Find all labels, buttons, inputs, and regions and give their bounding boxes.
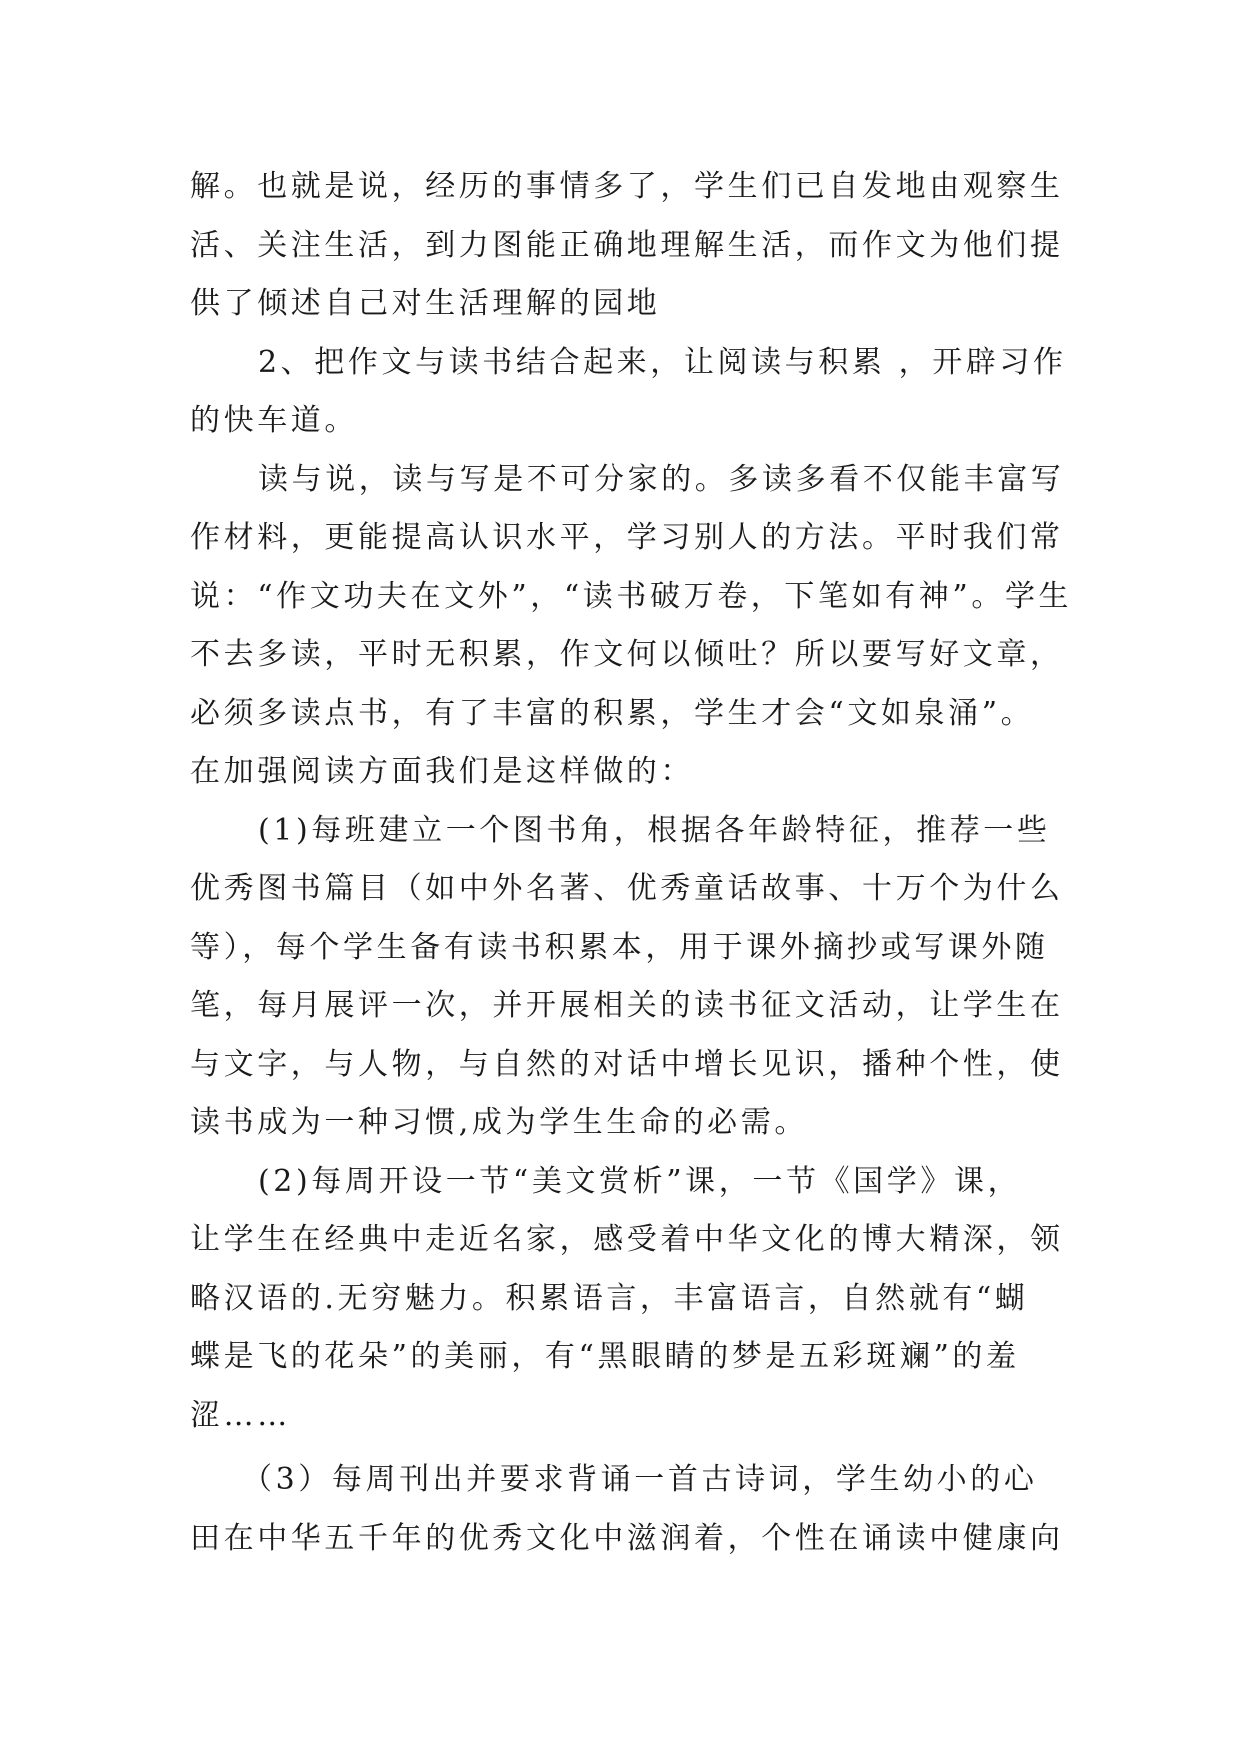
text-line: 笔，每月展评一次，并开展相关的读书征文活动，让学生在 xyxy=(190,988,1064,1023)
text-line: 解。也就是说，经历的事情多了，学生们已自发地由观察生 xyxy=(190,169,1064,204)
text-line: 活、关注生活，到力图能正确地理解生活，而作文为他们提 xyxy=(190,227,1064,263)
text-line: 在加强阅读方面我们是这样做的： xyxy=(190,754,694,789)
heading-combine-reading xyxy=(190,334,1070,451)
text-line: 说：“作文功夫在文外”，“读书破万卷，下笔如有神”。学生 xyxy=(190,578,1073,614)
text-line: 作材料，更能提高认识水平，学习别人的方法。平时我们常 xyxy=(190,520,1064,555)
text-line: 不去多读，平时无积累，作文何以倾吐？所以要写好文章， xyxy=(190,637,1064,672)
text-line: 略汉语的.无穷魅力。积累语言，丰富语言，自然就有“蝴 xyxy=(190,1280,1029,1316)
text-line: 供了倾述自己对生活理解的园地 xyxy=(190,286,661,321)
list-item-2-appreciation-class xyxy=(190,1153,1070,1446)
list-item-1-book-corner xyxy=(190,802,1070,1153)
text-line: 田在中华五千年的优秀文化中滋润着，个性在诵读中健康向 xyxy=(190,1520,1064,1556)
text-line: 与文字，与人物，与自然的对话中增长见识，播种个性，使 xyxy=(190,1046,1064,1082)
text-line: 必须多读点书，有了丰富的积累，学生才会“文如泉涌”。 xyxy=(190,695,1035,731)
text-line: 让学生在经典中走近名家，感受着中华文化的博大精深，领 xyxy=(190,1222,1064,1257)
text-line: （3）每周刊出并要求背诵一首古诗词，学生幼小的心 xyxy=(242,1462,1038,1497)
text-line: 优秀图书篇目（如中外名著、优秀童话故事、十万个为什么 xyxy=(190,871,1064,906)
text-line: 等），每个学生备有读书积累本，用于课外摘抄或写课外随 xyxy=(190,929,1049,965)
text-line: 涩…… xyxy=(190,1397,291,1433)
text-line: 读书成为一种习惯,成为学生生命的必需。 xyxy=(190,1105,808,1140)
text-line: (1)每班建立一个图书角，根据各年龄特征，推荐一些 xyxy=(258,812,1051,848)
text-line: (2)每周开设一节“美文赏析”课，一节《国学》课， xyxy=(258,1163,1022,1199)
text-line: 读与说，读与写是不可分家的。多读多看不仅能丰富写 xyxy=(258,461,1065,497)
body-text xyxy=(190,158,1073,1568)
paragraph-understanding-life xyxy=(190,158,1070,334)
list-item-3-ancient-poems xyxy=(190,1451,1070,1568)
paragraph-reading-writing xyxy=(190,451,1073,802)
text-line: 2、把作文与读书结合起来，让阅读与积累 ，开辟习作 xyxy=(258,344,1067,380)
text-line: 的快车道。 xyxy=(190,403,358,438)
text-line: 蝶是飞的花朵”的美丽，有“黑眼睛的梦是五彩斑斓”的羞 xyxy=(190,1339,1020,1374)
